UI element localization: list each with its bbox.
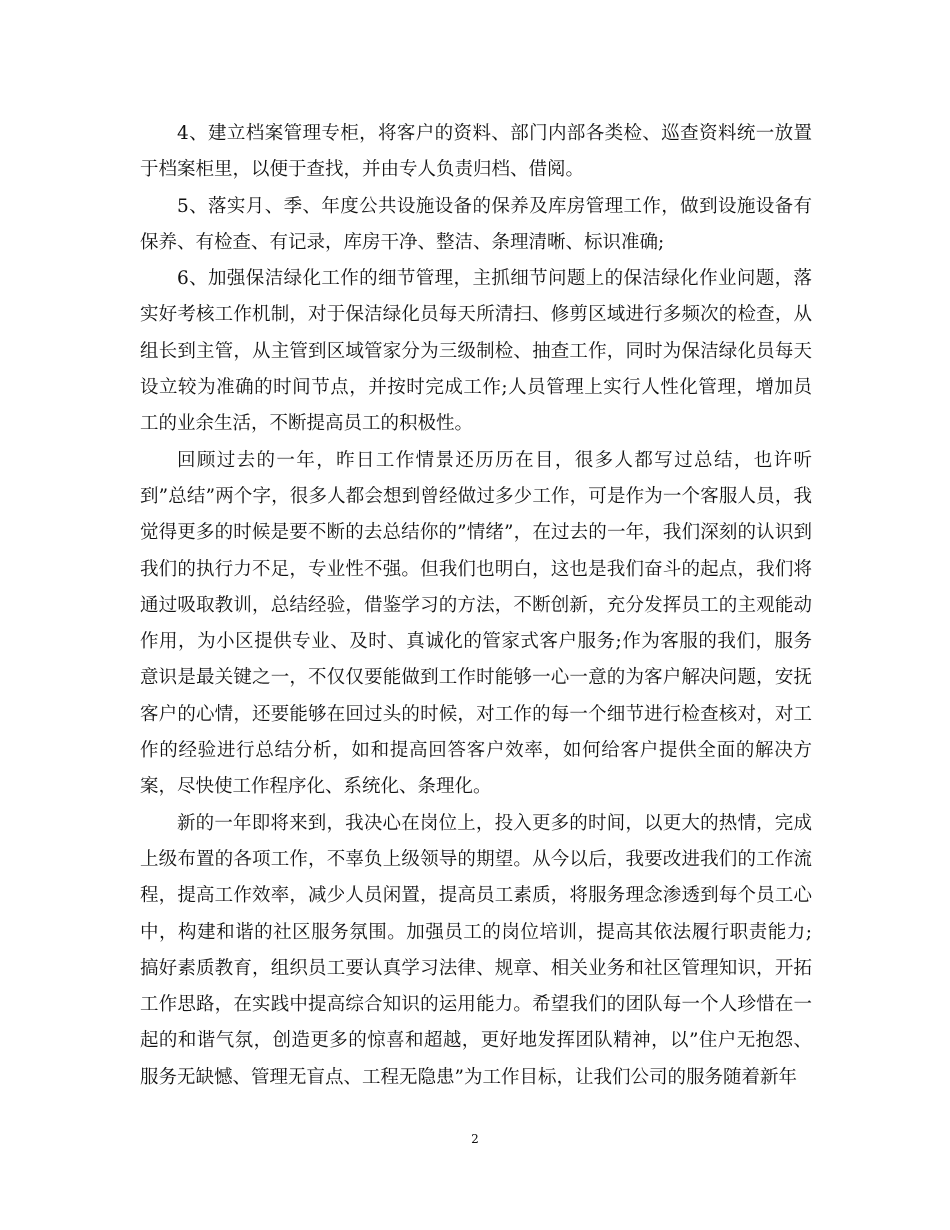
page-number: 2	[471, 1132, 479, 1146]
paragraph-new-year-plan: 新的一年即将来到，我决心在岗位上，投入更多的时间，以更大的热情，完成上级布置的各项工作，不辜负上级领导的期望。从今以后，我要改进我们的工作流程，提高工作效率，减少人员闲置，提高员工素质，将服务理念渗透到每个员工心中，构建和谐的社区服务氛围。加强员工的岗位培训，提高其依法履行职责能力;搞好素质教育，组织员工要认真学习法律、规章、相关业务和社区管理知识，开拓工作思路，在实践中提高综合知识的运用能力。希望我们的团队每一个人珍惜在一起的和谐气氛，创造更多的惊喜和超越，更好地发挥团队精神，以”住户无抱怨、服务无缺憾、管理无盲点、工程无隐患”为工作目标，让我们公司的服务随着新年	[140, 812, 812, 1088]
paragraph-year-review: 回顾过去的一年，昨日工作情景还历历在目，很多人都写过总结，也许听到”总结”两个字，很多人都会想到曾经做过多少工作，可是作为一个客服人员，我觉得更多的时候是要不断的去总结你的”情绪”，在过去的一年，我们深刻的认识到我们的执行力不足，专业性不强。但我们也明白，这也是我们奋斗的起点，我们将通过吸取教训，总结经验，借鉴学习的方法，不断创新，充分发挥员工的主观能动作用，为小区提供专业、及时、真诚化的管家式客户服务;作为客服的我们，服务意识是最关键之一，不仅仅要能做到工作时能够一心一意的为客户解决问题，安抚客户的心情，还要能够在回过头的时候，对工作的每一个细节进行检查核对，对工作的经验进行总结分析，如和提高回答客户效率，如何给客户提供全面的解决方案，尽快使工作程序化、系统化、条理化。	[140, 449, 812, 798]
paragraph-archive-cabinet: 4、建立档案管理专柜，将客户的资料、部门内部各类检、巡查资料统一放置于档案柜里，以便于查找，并由专人负责归档、借阅。	[140, 123, 812, 181]
paragraph-cleaning-greening: 6、加强保洁绿化工作的细节管理，主抓细节问题上的保洁绿化作业问题，落实好考核工作机制，对于保洁绿化员每天所清扫、修剪区域进行多频次的检查，从组长到主管，从主管到区域管家分为三级制检、抽查工作，同时为保洁绿化员每天设立较为准确的时间节点，并按时完成工作;人员管理上实行人性化管理，增加员工的业余生活，不断提高员工的积极性。	[140, 268, 812, 435]
paragraph-facility-maintenance: 5、落实月、季、年度公共设施设备的保养及库房管理工作，做到设施设备有保养、有检查、有记录，库房干净、整洁、条理清晰、标识准确;	[140, 195, 812, 253]
document-body	[140, 116, 812, 1096]
